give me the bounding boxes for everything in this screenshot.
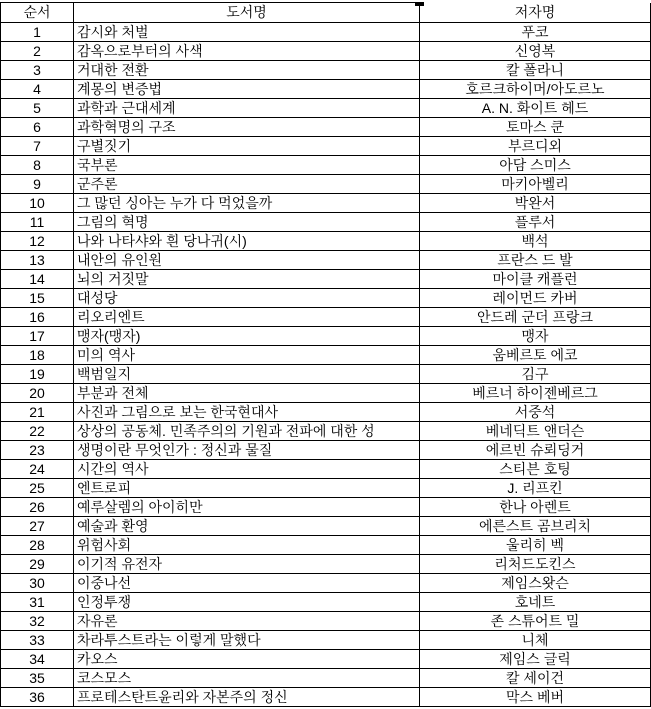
cell-author: 서중석 (420, 403, 651, 422)
cell-author: 존 스튜어트 밀 (420, 612, 651, 631)
cell-author: 백석 (420, 232, 651, 251)
cell-order: 35 (1, 669, 74, 688)
cell-author: 에른스트 곰브리치 (420, 517, 651, 536)
table-row (1, 175, 651, 194)
table-row (1, 42, 651, 61)
cell-author: 플루서 (420, 213, 651, 232)
cell-book-title: 코스모스 (74, 669, 420, 688)
selection-tick-mark (415, 2, 424, 6)
cell-order: 26 (1, 498, 74, 517)
cell-order: 31 (1, 593, 74, 612)
table-row (1, 289, 651, 308)
table-body (1, 23, 651, 707)
cell-book-title: 이중나선 (74, 574, 420, 593)
cell-order: 27 (1, 517, 74, 536)
cell-order: 15 (1, 289, 74, 308)
cell-order: 8 (1, 156, 74, 175)
cell-book-title: 과학과 근대세계 (74, 99, 420, 118)
table-row (1, 327, 651, 346)
table-row (1, 479, 651, 498)
cell-book-title: 계몽의 변증법 (74, 80, 420, 99)
cell-order: 25 (1, 479, 74, 498)
cell-author: 니체 (420, 631, 651, 650)
table-row (1, 612, 651, 631)
cell-author: 맹자 (420, 327, 651, 346)
table-row (1, 460, 651, 479)
cell-order: 30 (1, 574, 74, 593)
cell-author: 울리히 벡 (420, 536, 651, 555)
cell-book-title: 뇌의 거짓말 (74, 270, 420, 289)
cell-author: 토마스 쿤 (420, 118, 651, 137)
cell-book-title: 프로테스탄트윤리와 자본주의 정신 (74, 688, 420, 707)
table-row (1, 61, 651, 80)
cell-author: 안드레 군더 프랑크 (420, 308, 651, 327)
cell-author: 막스 베버 (420, 688, 651, 707)
table-row (1, 517, 651, 536)
cell-book-title: 백범일지 (74, 365, 420, 384)
cell-order: 7 (1, 137, 74, 156)
cell-author: 레이먼드 카버 (420, 289, 651, 308)
cell-book-title: 인정투쟁 (74, 593, 420, 612)
cell-author: 제임스왓슨 (420, 574, 651, 593)
table-row (1, 99, 651, 118)
table-row (1, 137, 651, 156)
table-row (1, 593, 651, 612)
cell-book-title: 예술과 환영 (74, 517, 420, 536)
cell-author: 베네딕트 앤더슨 (420, 422, 651, 441)
cell-book-title: 대성당 (74, 289, 420, 308)
cell-book-title: 감시와 처벌 (74, 23, 420, 42)
table-row (1, 118, 651, 137)
cell-book-title: 엔트로피 (74, 479, 420, 498)
cell-order: 24 (1, 460, 74, 479)
cell-order: 28 (1, 536, 74, 555)
cell-author: 김구 (420, 365, 651, 384)
cell-author: 리처드도킨스 (420, 555, 651, 574)
header-row (1, 3, 651, 23)
cell-author: 칼 폴라니 (420, 61, 651, 80)
cell-book-title: 리오리엔트 (74, 308, 420, 327)
cell-order: 6 (1, 118, 74, 137)
cell-order: 4 (1, 80, 74, 99)
table-row (1, 631, 651, 650)
table-row (1, 213, 651, 232)
cell-author: 마키아벨리 (420, 175, 651, 194)
cell-order: 18 (1, 346, 74, 365)
cell-order: 10 (1, 194, 74, 213)
cell-order: 17 (1, 327, 74, 346)
cell-order: 11 (1, 213, 74, 232)
cell-book-title: 시간의 역사 (74, 460, 420, 479)
cell-order: 5 (1, 99, 74, 118)
column-header-author: 저자명 (420, 3, 651, 23)
cell-book-title: 구별짓기 (74, 137, 420, 156)
table-row (1, 346, 651, 365)
cell-author: 베르너 하이젠베르그 (420, 384, 651, 403)
cell-order: 16 (1, 308, 74, 327)
table-row (1, 365, 651, 384)
table-row (1, 555, 651, 574)
cell-order: 29 (1, 555, 74, 574)
cell-author: 움베르토 에코 (420, 346, 651, 365)
table-row (1, 669, 651, 688)
cell-order: 13 (1, 251, 74, 270)
table-row (1, 498, 651, 517)
cell-book-title: 과학혁명의 구조 (74, 118, 420, 137)
cell-author: A. N. 화이트 헤드 (420, 99, 651, 118)
cell-author: J. 리프킨 (420, 479, 651, 498)
table-row (1, 403, 651, 422)
table-row (1, 232, 651, 251)
cell-order: 2 (1, 42, 74, 61)
cell-book-title: 이기적 유전자 (74, 555, 420, 574)
cell-book-title: 예루살렘의 아이히만 (74, 498, 420, 517)
cell-author: 제임스 글릭 (420, 650, 651, 669)
table-row (1, 156, 651, 175)
cell-order: 20 (1, 384, 74, 403)
table-row (1, 650, 651, 669)
cell-author: 호르크하이머/아도르노 (420, 80, 651, 99)
cell-order: 1 (1, 23, 74, 42)
cell-order: 34 (1, 650, 74, 669)
cell-book-title: 감옥으로부터의 사색 (74, 42, 420, 61)
cell-book-title: 군주론 (74, 175, 420, 194)
cell-order: 32 (1, 612, 74, 631)
cell-book-title: 거대한 전환 (74, 61, 420, 80)
cell-author: 마이클 캐플런 (420, 270, 651, 289)
cell-author: 부르디외 (420, 137, 651, 156)
cell-order: 36 (1, 688, 74, 707)
cell-book-title: 나와 나타샤와 흰 당나귀(시) (74, 232, 420, 251)
book-list-table (0, 2, 651, 707)
table-row (1, 251, 651, 270)
cell-author: 푸코 (420, 23, 651, 42)
cell-author: 박완서 (420, 194, 651, 213)
table-row (1, 384, 651, 403)
column-header-book-title: 도서명 (74, 3, 420, 23)
cell-book-title: 위험사회 (74, 536, 420, 555)
cell-order: 22 (1, 422, 74, 441)
cell-book-title: 그 많던 싱아는 누가 다 먹었을까 (74, 194, 420, 213)
cell-author: 한나 아렌트 (420, 498, 651, 517)
table-row (1, 194, 651, 213)
cell-author: 스티븐 호팅 (420, 460, 651, 479)
table-row (1, 536, 651, 555)
table-row (1, 441, 651, 460)
cell-order: 9 (1, 175, 74, 194)
table-row (1, 308, 651, 327)
cell-book-title: 내안의 유인원 (74, 251, 420, 270)
cell-order: 12 (1, 232, 74, 251)
table-row (1, 688, 651, 707)
cell-order: 19 (1, 365, 74, 384)
table-row (1, 422, 651, 441)
cell-order: 23 (1, 441, 74, 460)
cell-book-title: 자유론 (74, 612, 420, 631)
cell-order: 14 (1, 270, 74, 289)
cell-book-title: 그림의 혁명 (74, 213, 420, 232)
cell-book-title: 상상의 공동체. 민족주의의 기원과 전파에 대한 성 (74, 422, 420, 441)
table-row (1, 80, 651, 99)
cell-book-title: 카오스 (74, 650, 420, 669)
cell-book-title: 미의 역사 (74, 346, 420, 365)
cell-author: 에르빈 슈뢰딩거 (420, 441, 651, 460)
cell-order: 21 (1, 403, 74, 422)
cell-book-title: 부분과 전체 (74, 384, 420, 403)
table-row (1, 270, 651, 289)
cell-book-title: 국부론 (74, 156, 420, 175)
cell-order: 33 (1, 631, 74, 650)
cell-book-title: 생명이란 무엇인가 : 정신과 물질 (74, 441, 420, 460)
cell-book-title: 차라투스트라는 이렇게 말했다 (74, 631, 420, 650)
cell-order: 3 (1, 61, 74, 80)
cell-book-title: 맹자(맹자) (74, 327, 420, 346)
cell-author: 신영복 (420, 42, 651, 61)
cell-author: 칼 세이건 (420, 669, 651, 688)
cell-author: 호네트 (420, 593, 651, 612)
column-header-order: 순서 (1, 3, 74, 23)
table-row (1, 574, 651, 593)
cell-author: 프란스 드 발 (420, 251, 651, 270)
table-row (1, 23, 651, 42)
cell-author: 아담 스미스 (420, 156, 651, 175)
cell-book-title: 사진과 그림으로 보는 한국현대사 (74, 403, 420, 422)
